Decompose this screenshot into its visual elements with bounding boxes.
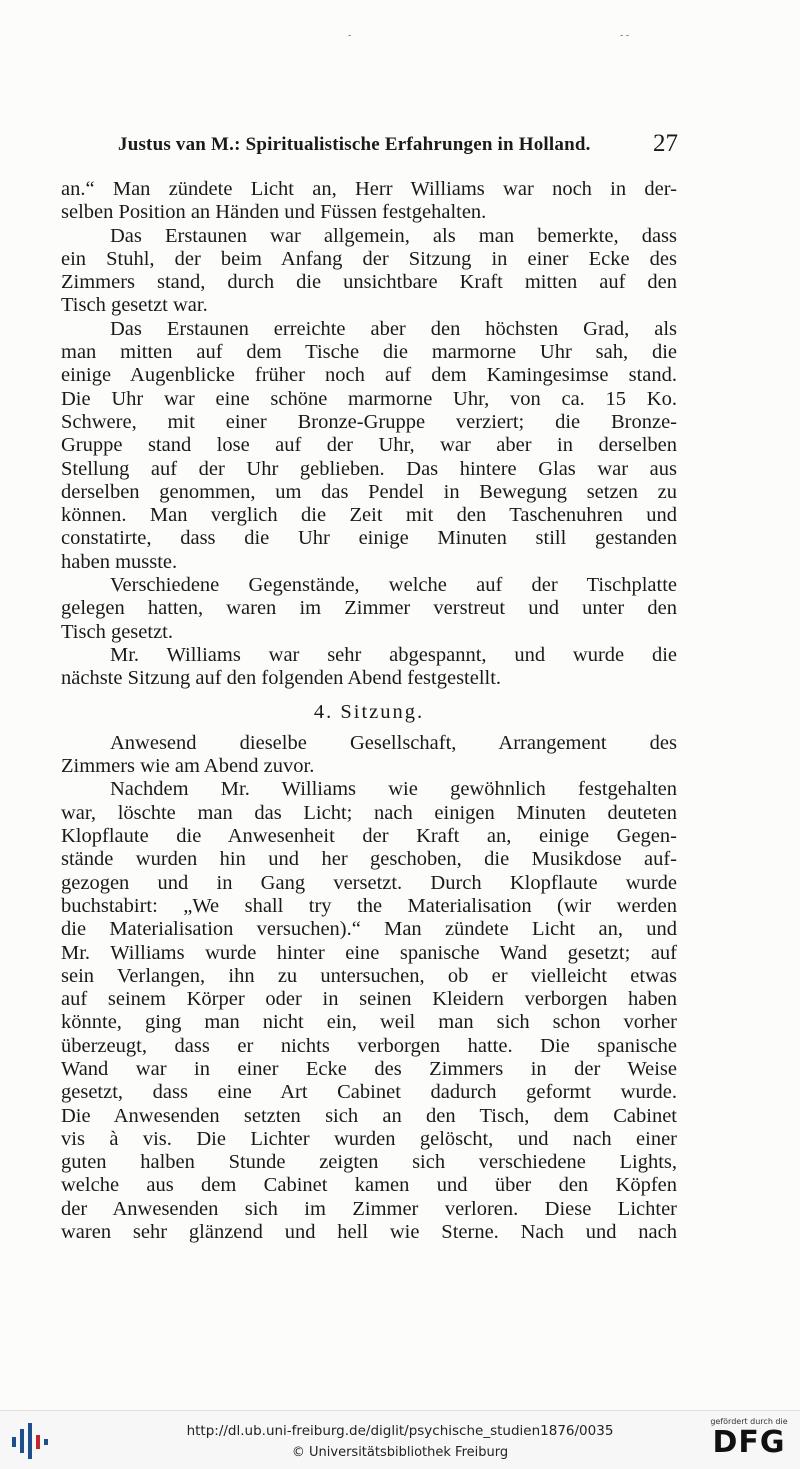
text-line: nächste Sitzung auf den folgenden Abend festgestellt. xyxy=(61,667,502,690)
text-line: man mitten auf dem Tische die marmorne Uhr sah, die xyxy=(61,341,677,364)
running-head xyxy=(118,130,678,162)
text-line: Tisch gesetzt. xyxy=(61,620,173,643)
text-line: der Anwesenden sich im Zimmer verloren. Diese Lichter xyxy=(61,1197,677,1220)
text-line: Nachdem Mr. Williams wie gewöhnlich festgehalten xyxy=(110,778,677,801)
text-line: gelegen hatten, waren im Zimmer verstreut und unter den xyxy=(61,597,677,620)
text-line: haben musste. xyxy=(61,550,178,573)
scan-marks: - - - xyxy=(348,30,630,41)
text-line: Die Uhr war eine schöne marmorne Uhr, von ca. 15 Ko. xyxy=(61,387,677,410)
text-line: könnte, ging man nicht ein, weil man sich schon vorher xyxy=(61,1011,677,1034)
text-line: gezogen und in Gang versetzt. Durch Klopflaute wurde xyxy=(61,871,677,894)
text-line: überzeugt, dass er nichts verborgen hatte. Die spanische xyxy=(61,1034,677,1057)
text-line: Gruppe stand lose auf der Uhr, war aber in derselben xyxy=(61,434,677,457)
text-line: welche aus dem Cabinet kamen und über den Köpfen xyxy=(61,1174,677,1197)
text-line: vis à vis. Die Lichter wurden gelöscht, und nach einer xyxy=(61,1127,677,1150)
text-line: Klopflaute die Anwesenheit der Kraft an, einige Gegen- xyxy=(61,825,677,848)
text-line: Die Anwesenden setzten sich an den Tisch, dem Cabinet xyxy=(61,1104,677,1127)
text-line: Zimmers stand, durch die unsichtbare Kraft mitten auf den xyxy=(61,271,677,294)
text-line: sein Verlangen, ihn zu untersuchen, ob er vielleicht etwas xyxy=(61,964,677,987)
page-number: 27 xyxy=(653,130,678,157)
text-line: selben Position an Händen und Füssen festgehalten. xyxy=(61,201,487,224)
text-line: Mr. Williams wurde hinter eine spanische Wand gesetzt; auf xyxy=(61,941,677,964)
text-line: Schwere, mit einer Bronze-Gruppe verziert; die Bronze- xyxy=(61,410,677,433)
text-line: auf seinem Körper oder in seinen Kleidern verborgen haben xyxy=(61,988,677,1011)
text-line: derselben genommen, um das Pendel in Bewegung setzen zu xyxy=(61,480,677,503)
text-line: Das Erstaunen erreichte aber den höchsten Grad, als xyxy=(110,317,677,340)
text-line: Wand war in einer Ecke des Zimmers in der Weise xyxy=(61,1057,677,1080)
dfg-wordmark: DFG xyxy=(712,1425,786,1460)
dfg-logo xyxy=(706,1417,792,1460)
text-line: an.“ Man zündete Licht an, Herr Williams war noch in der- xyxy=(61,178,677,200)
dfg-caption: gefördert durch die xyxy=(710,1417,788,1426)
section-heading: 4. Sitzung. xyxy=(313,700,425,723)
text-line: Tisch gesetzt war. xyxy=(61,294,208,317)
body-text xyxy=(61,178,677,1244)
copyright-notice: © Universitätsbibliothek Freiburg xyxy=(291,1445,509,1460)
source-url-link[interactable]: http://dl.ub.uni-freiburg.de/diglit/psychische_studien1876/0035 xyxy=(186,1423,614,1439)
text-line: Verschiedene Gegenstände, welche auf der Tischplatte xyxy=(110,574,677,597)
running-title: Justus van M.: Spiritualistische Erfahrungen in Holland. xyxy=(118,134,591,155)
text-line: Stellung auf der Uhr geblieben. Das hintere Glas war aus xyxy=(61,457,677,480)
text-line: Mr. Williams war sehr abgespannt, und wurde die xyxy=(110,643,677,666)
text-line: einige Augenblicke früher noch auf dem Kamingesimse stand. xyxy=(61,364,677,387)
text-line: stände wurden hin und her geschoben, die Musikdose auf- xyxy=(61,848,677,871)
text-line: guten halben Stunde zeigten sich verschiedene Lights, xyxy=(61,1151,677,1174)
text-line: constatirte, dass die Uhr einige Minuten still gestanden xyxy=(61,527,677,550)
text-line: können. Man verglich die Zeit mit den Taschenuhren und xyxy=(61,504,677,527)
text-line: war, löschte man das Licht; nach einigen Minuten deuteten xyxy=(61,801,677,824)
text-line: buchstabirt: „We shall try the Materialisation (wir werden xyxy=(61,894,677,917)
text-line: waren sehr glänzend und hell wie Sterne. Nach und nach xyxy=(61,1221,677,1244)
text-line: die Materialisation versuchen).“ Man zündete Licht an, und xyxy=(61,918,677,941)
text-line: ein Stuhl, der beim Anfang der Sitzung in einer Ecke des xyxy=(61,247,677,270)
text-line: gesetzt, dass eine Art Cabinet dadurch geformt wurde. xyxy=(61,1081,677,1104)
text-line: Das Erstaunen war allgemein, als man bemerkte, dass xyxy=(110,224,677,247)
text-line: Zimmers wie am Abend zuvor. xyxy=(61,755,315,778)
footer-bar xyxy=(0,1410,800,1469)
text-line: Anwesend dieselbe Gesellschaft, Arrangement des xyxy=(110,731,677,754)
